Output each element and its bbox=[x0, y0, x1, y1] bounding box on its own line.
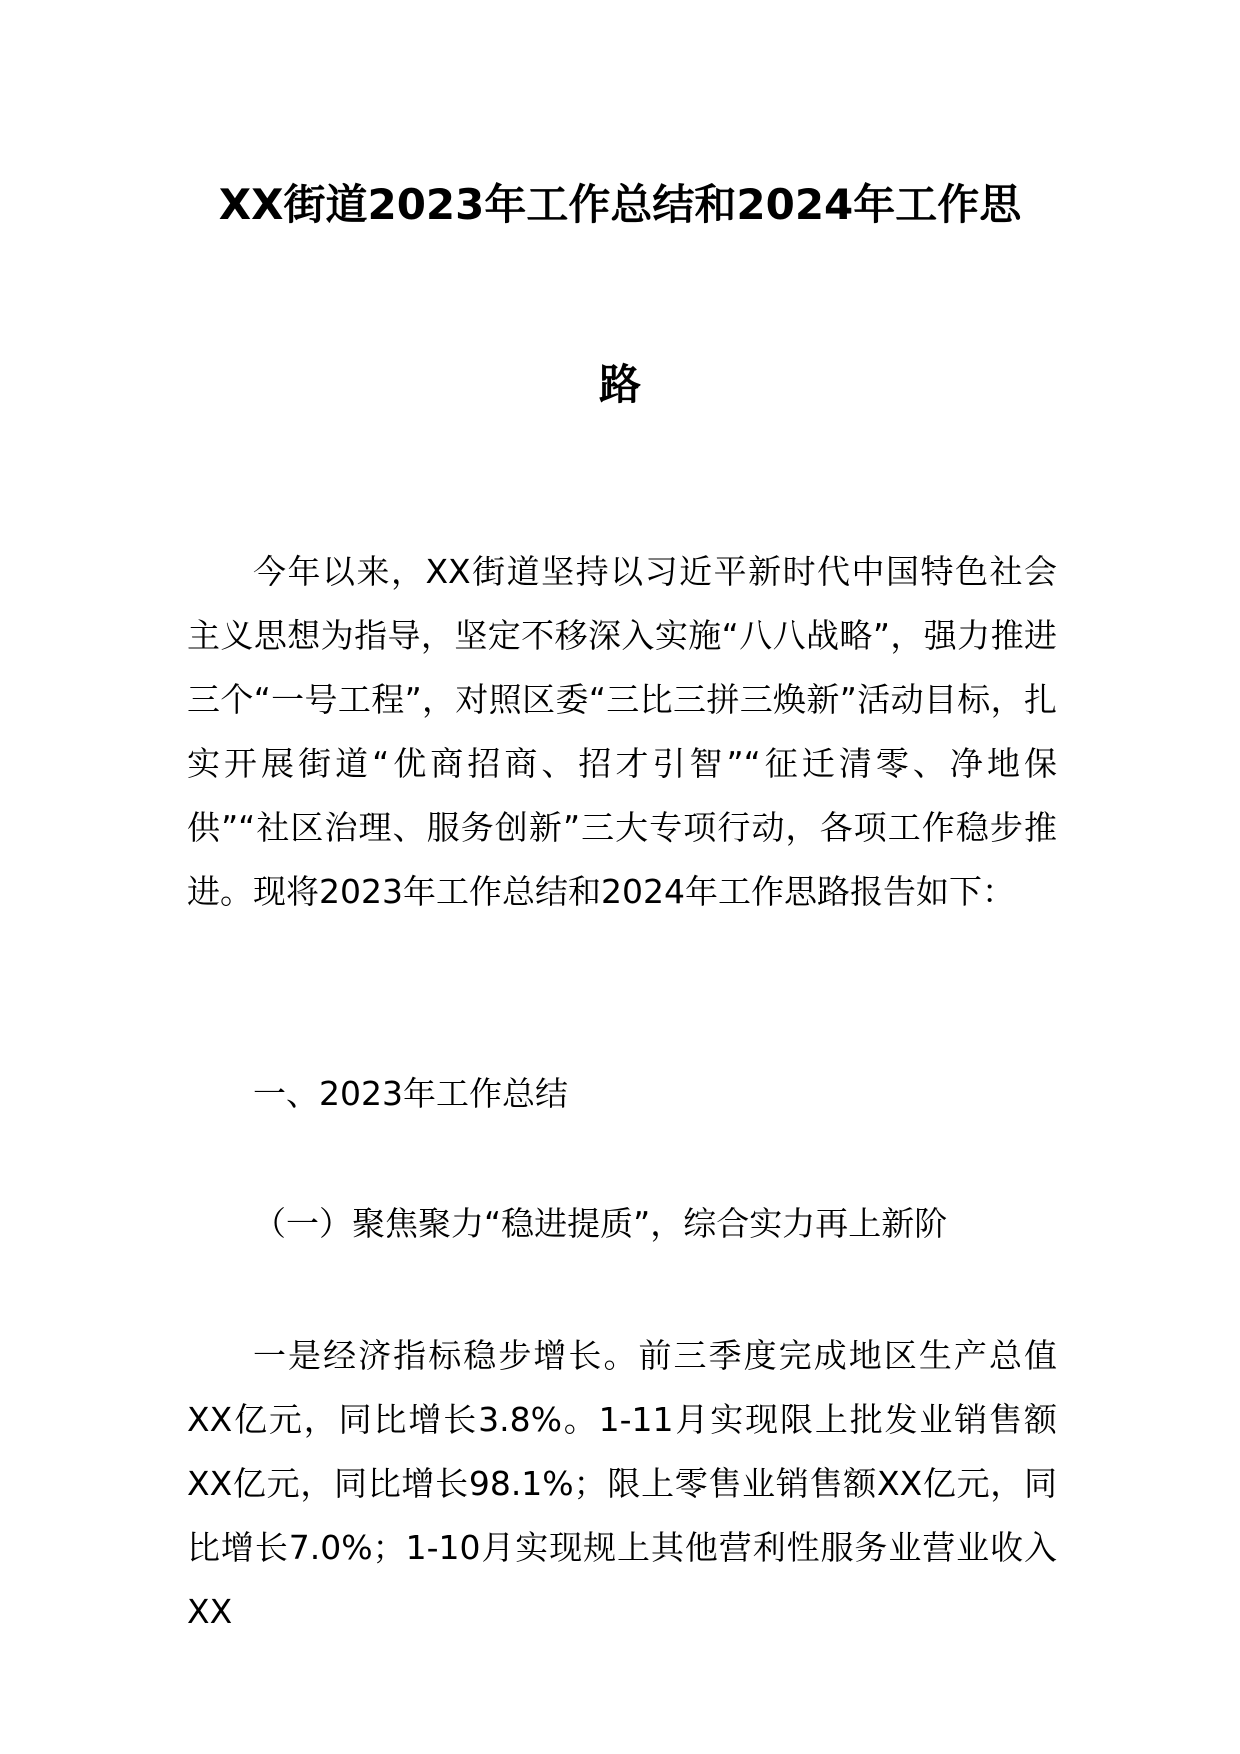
subsection-heading: （一）聚焦聚力“稳进提质”，综合实力再上新阶 bbox=[253, 1204, 948, 1243]
document-title-line-2: 路 bbox=[598, 360, 641, 409]
intro-paragraph: 今年以来，XX街道坚持以习近平新时代中国特色社会主义思想为指导，坚定不移深入实施“八八战略”，强力推进三个“一号工程”，对照区委“三比三拼三焕新”活动目标，扎实开展街道“优商招商、招才引智”“征迁清零、净地保供”“社区治理、服务创新”三大专项行动，各项工作稳步推进。现将2023年工作总结和2024年工作思路报告如下： bbox=[187, 552, 1057, 911]
section-heading: 一、2023年工作总结 bbox=[253, 1074, 568, 1113]
document-title-line-1: XX街道2023年工作总结和2024年工作思 bbox=[218, 180, 1022, 229]
economy-paragraph: 一是经济指标稳步增长。前三季度完成地区生产总值XX亿元，同比增长3.8%。1-11月实现限上批发业销售额XX亿元，同比增长98.1%；限上零售业销售额XX亿元，同比增长7.0%；1-10月实现规上其他营利性服务业营业收入XX bbox=[187, 1336, 1057, 1631]
